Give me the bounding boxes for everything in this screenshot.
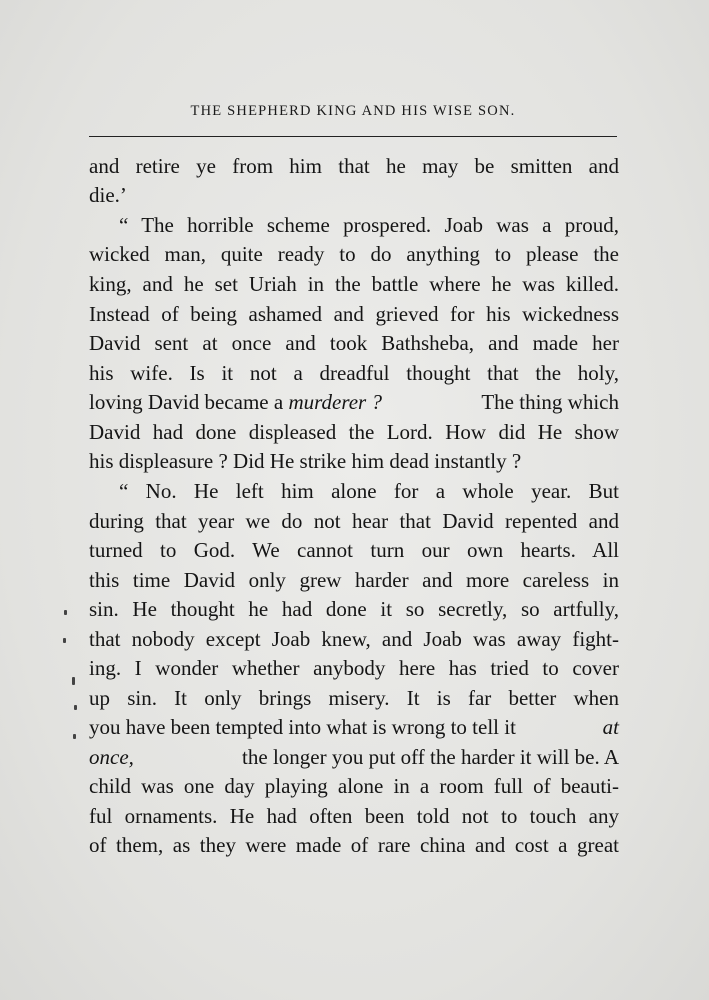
text-line-11: his displeasure ? Did He strike him dead instantly ?: [89, 449, 522, 473]
text-line-19: up sin. It only brings misery. It is far better when: [89, 686, 619, 710]
text-line-2: die.’: [89, 183, 127, 207]
text-line-13: during that year we do not hear that David repented and: [89, 509, 619, 533]
header-rule: [89, 136, 617, 137]
text-line-22: child was one day playing alone in a room full of beauti-: [89, 774, 619, 798]
text-span: The thing which: [481, 390, 619, 414]
text-line-18: ing. I wonder whether anybody here has tried to cover: [89, 656, 619, 680]
text-span: the longer you put off the harder it will be. A: [242, 745, 619, 769]
margin-speck: [64, 610, 67, 615]
text-span: loving David became a: [89, 390, 284, 414]
text-line-4: wicked man, quite ready to do anything to please the: [89, 242, 619, 266]
text-line-17: that nobody except Joab knew, and Joab was away fight-: [89, 627, 619, 651]
italic-emphasis: at: [602, 715, 619, 739]
margin-speck: [74, 705, 77, 710]
text-line-1: and retire ye from him that he may be smitten and: [89, 154, 619, 178]
margin-speck: [63, 638, 66, 643]
text-line-8: his wife. Is it not a dreadful thought that the holy,: [89, 361, 619, 385]
text-line-15: this time David only grew harder and more careless in: [89, 568, 619, 592]
italic-emphasis: murderer ?: [288, 390, 382, 414]
text-line-23: ful ornaments. He had often been told not to touch any: [89, 804, 619, 828]
margin-speck: [72, 677, 75, 685]
text-line-3: “ The horrible scheme prospered. Joab was a proud,: [119, 213, 619, 237]
margin-speck: [73, 734, 76, 739]
text-line-10: David had done displeased the Lord. How did He show: [89, 420, 619, 444]
text-line-16: sin. He thought he had done it so secretly, so artfully,: [89, 597, 619, 621]
text-line-5: king, and he set Uriah in the battle where he was killed.: [89, 272, 619, 296]
text-line-21: [89, 743, 619, 772]
italic-emphasis: once,: [89, 745, 134, 769]
text-line-12: “ No. He left him alone for a whole year. But: [119, 479, 619, 503]
text-line-24: of them, as they were made of rare china and cost a great: [89, 833, 619, 857]
text-line-14: turned to God. We cannot turn our own hearts. All: [89, 538, 619, 562]
running-header: THE SHEPHERD KING AND HIS WISE SON.: [190, 103, 516, 119]
text-line-7: David sent at once and took Bathsheba, and made her: [89, 331, 619, 355]
text-line-20: [89, 713, 619, 742]
text-line-6: Instead of being ashamed and grieved for his wickedness: [89, 302, 619, 326]
text-line-9: [89, 388, 619, 417]
text-span: you have been tempted into what is wrong to tell it: [89, 715, 516, 739]
